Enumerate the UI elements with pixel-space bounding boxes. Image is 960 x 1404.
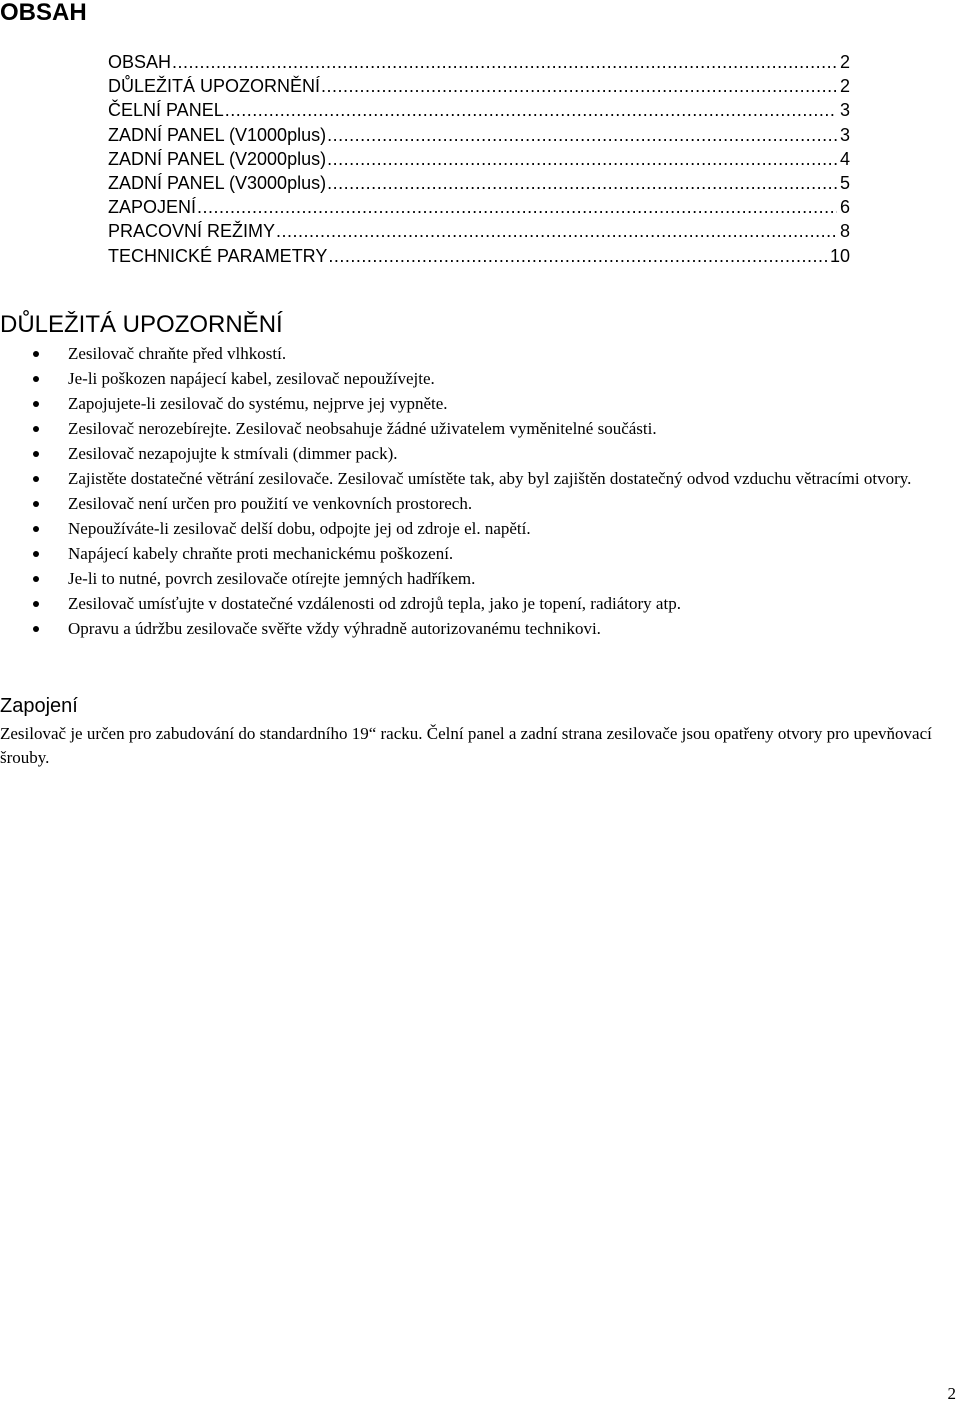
toc-entry[interactable]	[108, 245, 850, 269]
toc-entry-title: ZADNÍ PANEL (V1000plus)	[108, 124, 327, 145]
toc-dot-leader	[321, 75, 837, 97]
toc-entry[interactable]	[108, 148, 850, 172]
bullet-icon	[33, 401, 39, 407]
bullet-icon	[33, 476, 39, 482]
toc-entry[interactable]	[108, 220, 850, 244]
list-item	[30, 543, 955, 564]
bullet-icon	[33, 526, 39, 532]
list-item	[30, 368, 955, 389]
toc-entry[interactable]	[108, 75, 850, 99]
warning-text: Zapojujete-li zesilovač do systému, nejprve jej vypněte.	[68, 394, 448, 413]
warning-text: Zesilovač nezapojujte k stmívali (dimmer pack).	[68, 444, 398, 463]
list-item	[30, 493, 955, 514]
toc-entry-title: TECHNICKÉ PARAMETRY	[108, 245, 328, 266]
toc-entry-page: 10	[829, 245, 850, 266]
toc-dot-leader	[225, 99, 837, 121]
warning-text: Zesilovač nerozebírejte. Zesilovač neobsahuje žádné uživatelem vyměnitelné součásti.	[68, 419, 657, 438]
toc-entry-page: 8	[839, 221, 850, 242]
bullet-icon	[33, 551, 39, 557]
bullet-icon	[33, 426, 39, 432]
warning-text: Zesilovač chraňte před vlhkostí.	[68, 344, 287, 363]
list-item	[30, 443, 955, 464]
bullet-icon	[33, 451, 39, 457]
connection-paragraph: Zesilovač je určen pro zabudování do standardního 19“ racku. Čelní panel a zadní strana zesilovače jsou opatřeny otvory pro upevňovací šrouby.	[0, 724, 932, 767]
toc-dot-leader	[276, 220, 837, 242]
warnings-heading: DŮLEŽITÁ UPOZORNĚNÍ	[0, 311, 283, 338]
bullet-icon	[33, 576, 39, 582]
toc-entry-title: ČELNÍ PANEL	[108, 100, 224, 121]
bullet-icon	[33, 626, 39, 632]
bullet-icon	[33, 351, 39, 357]
bullet-icon	[33, 501, 39, 507]
toc-entry[interactable]	[108, 51, 850, 75]
toc-entry[interactable]	[108, 196, 850, 220]
list-item	[30, 468, 955, 489]
bullet-icon	[33, 601, 39, 607]
page-number: 2	[947, 1384, 956, 1403]
toc-entry[interactable]	[108, 172, 850, 196]
toc-dot-leader	[327, 124, 837, 146]
list-item	[30, 393, 955, 414]
toc-entry-title: ZADNÍ PANEL (V3000plus)	[108, 172, 327, 193]
page-heading: OBSAH	[0, 0, 87, 26]
warning-text: Zajistěte dostatečné větrání zesilovače. Zesilovač umístěte tak, aby byl zajištěn dostatečný odvod vzduchu větracími otvory.	[68, 469, 912, 488]
toc-entry-title: OBSAH	[108, 52, 172, 72]
toc-dot-leader	[327, 148, 837, 170]
toc-entry-title: DŮLEŽITÁ UPOZORNĚNÍ	[108, 76, 321, 97]
list-item	[30, 618, 955, 639]
connection-heading: Zapojení	[0, 695, 78, 717]
warning-text: Zesilovač umísťujte v dostatečné vzdálenosti od zdrojů tepla, jako je topení, radiátory atp.	[68, 594, 681, 613]
warning-text: Je-li poškozen napájecí kabel, zesilovač nepoužívejte.	[68, 369, 435, 388]
warning-text: Opravu a údržbu zesilovače svěřte vždy výhradně autorizovanému technikovi.	[68, 619, 601, 638]
toc-entry-page: 2	[839, 52, 850, 72]
bullet-icon	[33, 376, 39, 382]
list-item	[30, 418, 955, 439]
warning-text: Je-li to nutné, povrch zesilovače otírejte jemných hadříkem.	[68, 569, 476, 588]
table-of-contents	[108, 51, 850, 269]
toc-dot-leader	[172, 51, 837, 73]
toc-entry-title: ZADNÍ PANEL (V2000plus)	[108, 148, 327, 169]
toc-entry-title: PRACOVNÍ REŽIMY	[108, 221, 276, 242]
toc-entry[interactable]	[108, 99, 850, 123]
toc-entry-page: 2	[839, 76, 850, 97]
toc-dot-leader	[197, 196, 837, 218]
toc-entry-page: 5	[839, 172, 850, 193]
toc-entry-page: 3	[839, 100, 850, 121]
list-item	[30, 568, 955, 589]
toc-dot-leader	[327, 172, 837, 194]
warning-text: Napájecí kabely chraňte proti mechanickému poškození.	[68, 544, 454, 563]
toc-entry[interactable]	[108, 124, 850, 148]
toc-entry-page: 6	[839, 197, 850, 218]
toc-dot-leader	[328, 245, 829, 267]
warning-text: Nepoužíváte-li zesilovač delší dobu, odpojte jej od zdroje el. napětí.	[68, 519, 531, 538]
warnings-list	[30, 343, 955, 643]
list-item	[30, 593, 955, 614]
toc-entry-title: ZAPOJENÍ	[108, 197, 197, 218]
toc-entry-page: 3	[839, 124, 850, 145]
list-item	[30, 343, 955, 364]
toc-entry-page: 4	[839, 148, 850, 169]
list-item	[30, 518, 955, 539]
warning-text: Zesilovač není určen pro použití ve venkovních prostorech.	[68, 494, 473, 513]
